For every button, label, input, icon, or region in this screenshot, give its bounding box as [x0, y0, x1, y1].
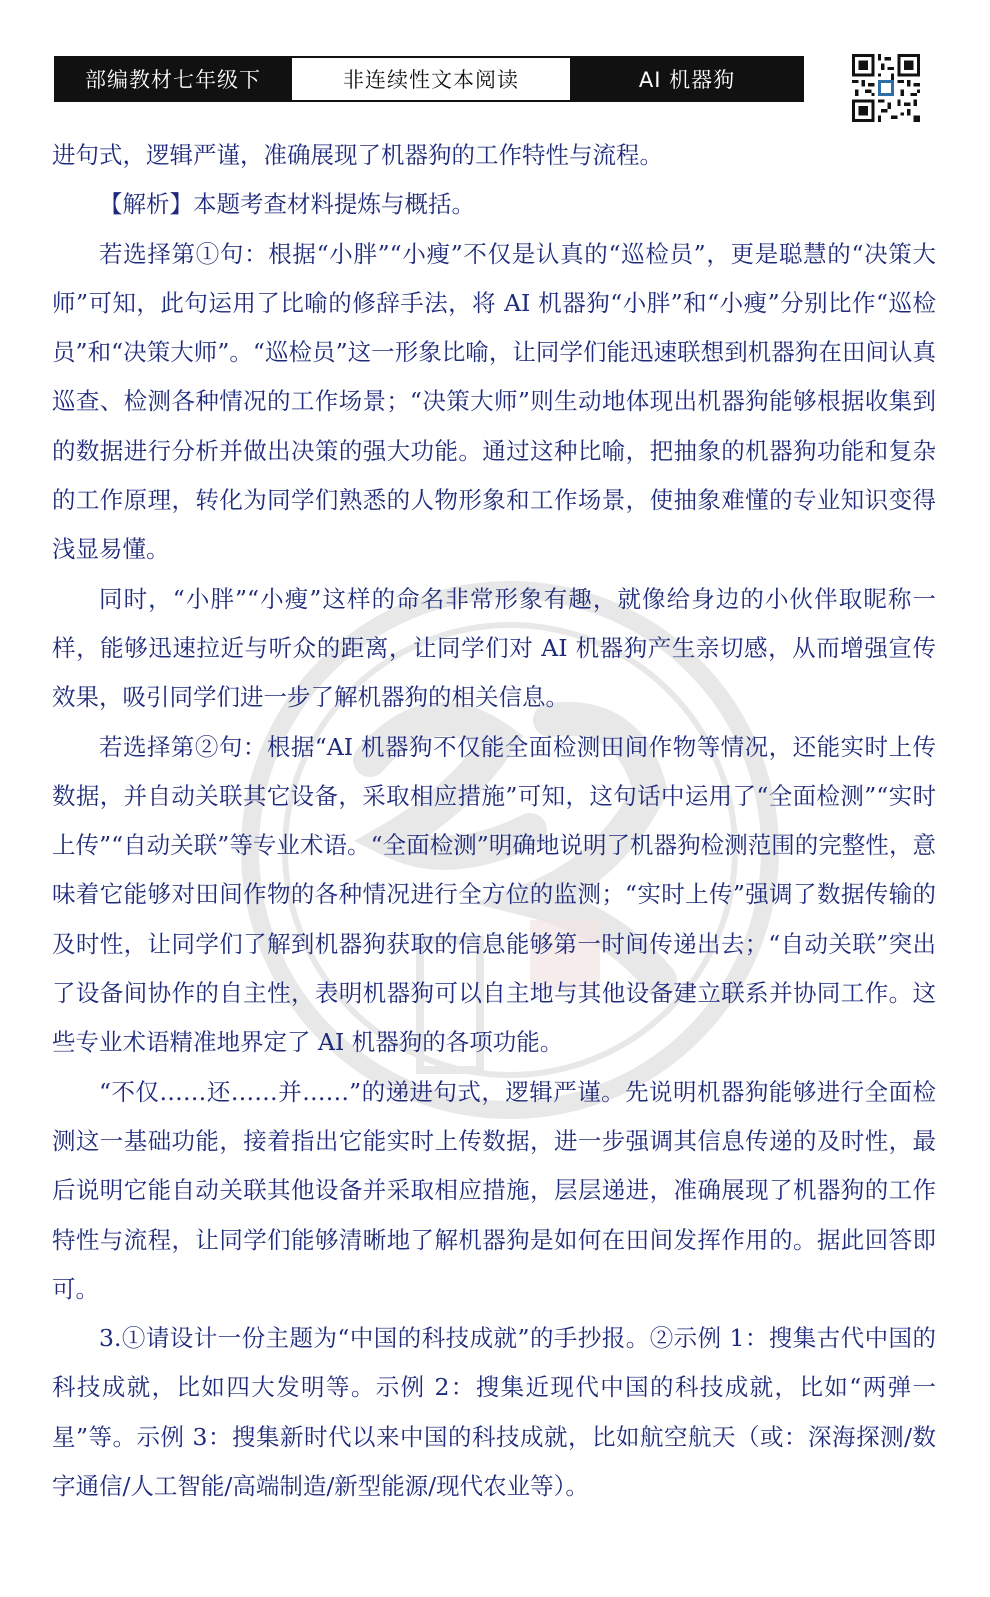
paragraph-option-2: 若选择第②句：根据“AI 机器狗不仅能全面检测田间作物等情况，还能实时上传数据，并自动关联其它设备，采取相应措施”可知，这句话中运用了“全面检测”“实时上传”“自动关联”等专业术语。“全面检测”明确地说明了机器狗检测范围的完整性，意味着它能够对田间作物的各种情况进行全方位的监测；“实时上传”强调了数据传输的及时性，让同学们了解到机器狗获取的信息能够第一时间传递出去；“自动关联”突出了设备间协作的自主性，表明机器狗可以自主地与其他设备建立联系并协同工作。这些专业术语精准地界定了 AI 机器狗的各项功能。: [52, 732, 936, 1057]
paragraph-analysis-heading: 【解析】本题考查材料提炼与概括。: [99, 190, 475, 219]
paragraph-option-1: 若选择第①句：根据“小胖”“小瘦”不仅是认真的“巡检员”，更是聪慧的“决策大师”可知，此句运用了比喻的修辞手法，将 AI 机器狗“小胖”和“小瘦”分别比作“巡检员”和“决策大师”。“巡检员”这一形象比喻，让同学们能迅速联想到机器狗在田间认真巡查、检测各种情况的工作场景；“决策大师”则生动地体现出机器狗能够根据收集到的数据进行分析并做出决策的强大功能。通过这种比喻，把抽象的机器狗功能和复杂的工作原理，转化为同学们熟悉的人物形象和工作场景，使抽象难懂的专业知识变得浅显易懂。: [52, 239, 936, 564]
paragraph-continuation: 进句式，逻辑严谨，准确展现了机器狗的工作特性与流程。: [52, 141, 663, 169]
header-topic-label: 非连续性文本阅读: [290, 58, 572, 100]
header-grade-label: 部编教材七年级下: [56, 58, 290, 100]
header-bar: [54, 56, 804, 102]
header-title-label: AI 机器狗: [572, 58, 802, 100]
paragraph-naming: 同时，“小胖”“小瘦”这样的命名非常形象有趣，就像给身边的小伙伴取昵称一样，能够迅速拉近与听众的距离，让同学们对 AI 机器狗产生亲切感，从而增强宣传效果，吸引同学们进一步了解机器狗的相关信息。: [52, 584, 936, 712]
paragraph-progressive-sentence: “不仅……还……并……”的递进句式，逻辑严谨。先说明机器狗能够进行全面检测这一基础功能，接着指出它能实时上传数据，进一步强调其信息传递的及时性，最后说明它能自动关联其他设备并采取相应措施，层层递进，准确展现了机器狗的工作特性与流程，让同学们能够清晰地了解机器狗是如何在田间发挥作用的。据此回答即可。: [52, 1077, 936, 1303]
article-body: [52, 131, 936, 1511]
qr-code-icon: [852, 54, 920, 122]
paragraph-question-3: 3.①请设计一份主题为“中国的科技成就”的手抄报。②示例 1：搜集古代中国的科技成就，比如四大发明等。示例 2：搜集近现代中国的科技成就，比如“两弹一星”等。示例 3：搜集新时代以来中国的科技成就，比如航空航天（或：深海探测/数字通信/人工智能/高端制造/新型能源/现代农业等）。: [52, 1324, 936, 1501]
